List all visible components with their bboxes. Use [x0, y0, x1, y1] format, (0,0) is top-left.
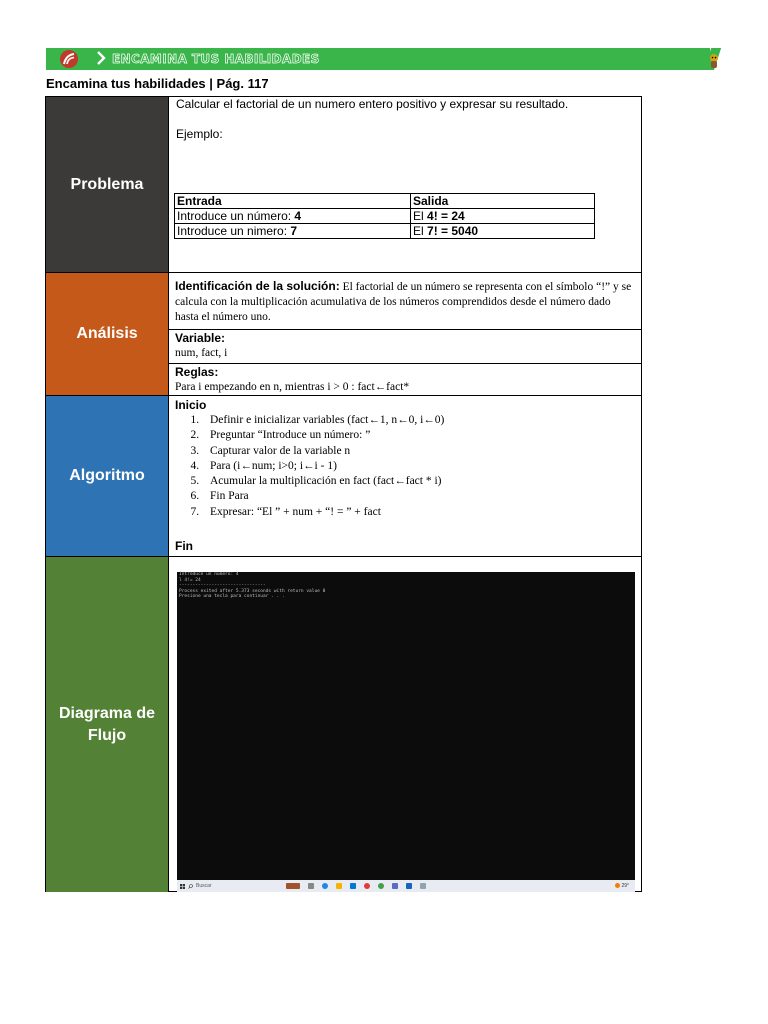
algoritmo-cell	[168, 396, 641, 557]
example-label: Ejemplo:	[176, 127, 223, 141]
variable-label: Variable:	[175, 331, 226, 345]
section-label-algoritmo: Algoritmo	[46, 396, 168, 557]
taskbar-thumbnail-icon	[286, 883, 300, 889]
table-row	[175, 224, 595, 239]
output-cell: El 7! = 5040	[411, 224, 595, 239]
section-label-problema: Problema	[46, 97, 168, 273]
edge-icon	[322, 883, 328, 889]
table-row	[175, 209, 595, 224]
diagrama-cell	[168, 557, 641, 892]
io-example-table	[174, 193, 595, 239]
console-line: l 4!= 24	[179, 577, 201, 583]
problem-statement: Calcular el factorial de un numero entero positivo y expresar su resultado.	[176, 97, 569, 111]
console-line: Introduce un numero: 4	[179, 572, 239, 577]
algoritmo-start: Inicio	[175, 398, 207, 412]
reglas-text: Para i empezando en n, mientras i > 0 : fact←fact*	[175, 381, 410, 393]
app-icon	[406, 883, 412, 889]
store-icon	[350, 883, 356, 889]
header-entrada: Entrada	[175, 194, 411, 209]
tray-weather: 29°	[615, 883, 629, 889]
file-explorer-icon	[336, 883, 342, 889]
table-header-row	[175, 194, 595, 209]
app-icon	[392, 883, 398, 889]
console-line: Process exited after 5.373 seconds with return value 0	[179, 588, 326, 594]
section-label-diagrama-text: Diagrama de Flujo	[58, 704, 156, 744]
list-item: 2. Preguntar “Introduce un número: ”	[202, 428, 635, 443]
list-item: 7. Expresar: “El ” + num + “! = ” + fact	[202, 505, 635, 520]
identificacion-text	[175, 279, 635, 325]
chevron-right-icon	[96, 50, 106, 66]
list-item: 1. Definir e inicializar variables (fact←1, n←0, i←0)	[202, 413, 635, 428]
reglas-cell	[168, 364, 641, 396]
output-cell: El 4! = 24	[411, 209, 595, 224]
input-cell: Introduce un nimero: 7	[175, 224, 411, 239]
problema-cell	[168, 97, 641, 273]
header-salida: Salida	[411, 194, 595, 209]
variable-cell	[168, 330, 641, 364]
taskbar-search-placeholder: Buscar	[196, 883, 212, 889]
windows-start-icon	[180, 884, 185, 889]
algoritmo-end: Fin	[175, 539, 193, 553]
section-label-diagrama	[46, 557, 168, 892]
taskbar	[177, 880, 635, 892]
app-icon	[420, 883, 426, 889]
section-label-analisis: Análisis	[46, 273, 168, 396]
input-cell: Introduce un número: 4	[175, 209, 411, 224]
console-screenshot	[177, 572, 635, 880]
list-item: 5. Acumular la multiplicación en fact (fact←fact * i)	[202, 474, 635, 489]
taskbar-apps	[282, 883, 430, 889]
chrome-icon	[364, 883, 370, 889]
identificacion-label: Identificación de la solución:	[175, 279, 340, 293]
variable-text: num, fact, i	[175, 347, 228, 359]
list-item: 3. Capturar valor de la variable n	[202, 444, 635, 459]
worksheet-table	[45, 96, 642, 892]
search-icon	[188, 884, 193, 889]
reglas-label: Reglas:	[175, 365, 219, 379]
identificacion-cell	[168, 273, 641, 330]
weather-icon	[615, 883, 620, 888]
page-reference: Encamina tus habilidades | Pág. 117	[46, 76, 269, 91]
brand-logo-icon	[58, 49, 80, 69]
task-view-icon	[308, 883, 314, 889]
console-line: --------------------------------	[179, 583, 266, 588]
identificacion-body: El factorial de un número se representa con el símbolo “!” y se calcula con la multiplicación acumulativa de los números comprendidos desde el número dado hasta el número uno.	[175, 281, 632, 323]
algorithm-steps	[175, 413, 635, 520]
banner-title: ENCAMINA TUS HABILIDADES	[112, 52, 320, 66]
mascot-icon	[706, 52, 722, 70]
console-line: Presione una tecla para continuar . . .	[179, 594, 285, 599]
list-item: 4. Para (i←num; i>0; i←i - 1)	[202, 459, 635, 474]
list-item: 6. Fin Para	[202, 489, 635, 504]
browser-icon	[378, 883, 384, 889]
